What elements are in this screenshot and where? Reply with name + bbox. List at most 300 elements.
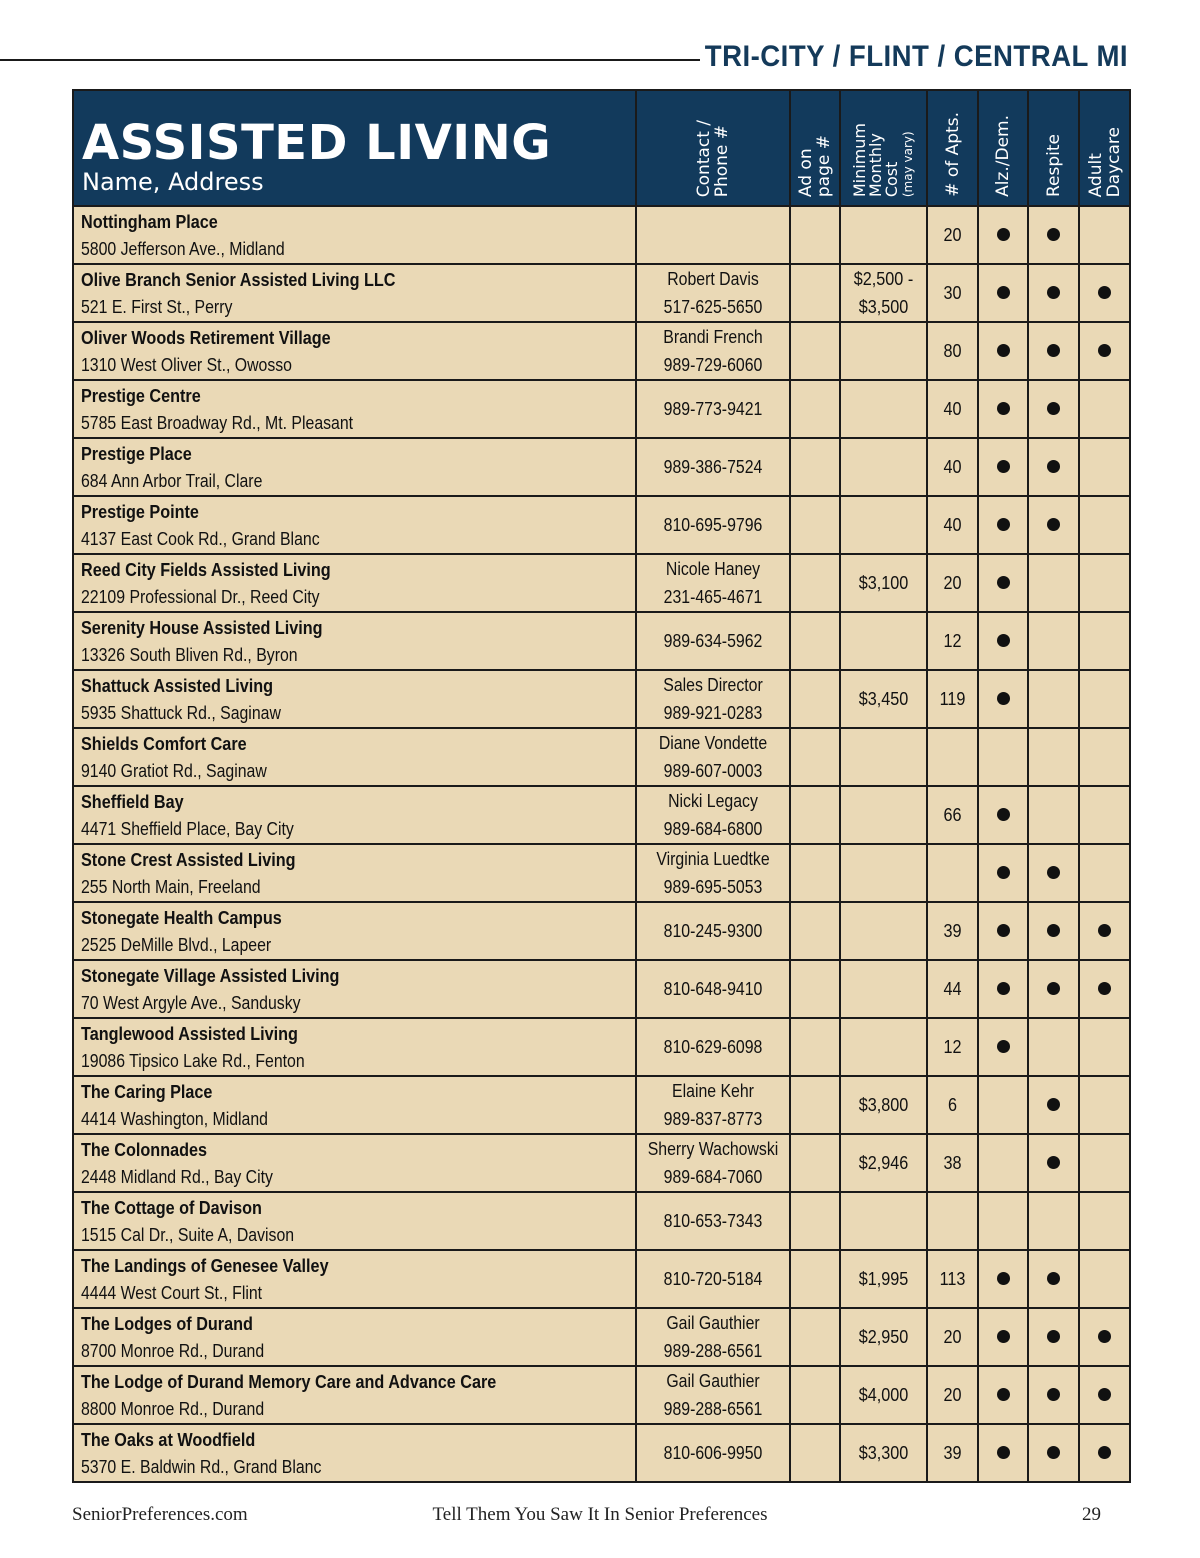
respite-dot: [1047, 228, 1060, 241]
facility-name: Olive Branch Senior Assisted Living LLC: [81, 270, 396, 290]
respite-dot: [1047, 982, 1060, 995]
table-row: [73, 1134, 1130, 1192]
daycare-cell: [1079, 786, 1130, 844]
respite-cell: [1028, 844, 1079, 902]
ad-page-cell: [790, 728, 840, 786]
respite-dot: [1047, 402, 1060, 415]
daycare-cell: [1079, 206, 1130, 264]
facility-name: Nottingham Place: [81, 212, 218, 232]
contact-cell: [636, 438, 790, 496]
alz-dot: [997, 460, 1010, 473]
daycare-cell: [1079, 380, 1130, 438]
ad-page-cell: [790, 264, 840, 322]
cost-cell: [840, 1192, 927, 1250]
contact-name: Robert Davis: [667, 269, 759, 289]
table-row: [73, 1308, 1130, 1366]
alz-cell: [978, 670, 1028, 728]
cost-cell: [840, 496, 927, 554]
alz-cell: [978, 438, 1028, 496]
facility-name: Serenity House Assisted Living: [81, 618, 323, 638]
apts-cell: [927, 496, 978, 554]
contact-name: Gail Gauthier: [666, 1313, 760, 1333]
respite-cell: [1028, 902, 1079, 960]
facility-cell: [73, 670, 636, 728]
daycare-cell: [1079, 960, 1130, 1018]
contact-phone: 989-288-6561: [663, 1341, 763, 1361]
facility-address: 684 Ann Arbor Trail, Clare: [81, 471, 263, 491]
alz-cell: [978, 960, 1028, 1018]
facility-address: 5370 E. Baldwin Rd., Grand Blanc: [81, 1457, 322, 1477]
contact-phone: 989-607-0003: [663, 761, 763, 781]
ad-page-cell: [790, 1250, 840, 1308]
facility-cell: [73, 1192, 636, 1250]
apts-cell: [927, 1308, 978, 1366]
apts-cell: [927, 1018, 978, 1076]
contact-phone: 989-837-8773: [663, 1109, 763, 1129]
facility-name: The Lodge of Durand Memory Care and Advance Care: [81, 1372, 497, 1392]
alz-dot: [997, 286, 1010, 299]
alz-dot: [997, 1330, 1010, 1343]
monthly-cost: $3,300: [858, 1443, 909, 1463]
respite-cell: [1028, 728, 1079, 786]
facility-cell: [73, 1308, 636, 1366]
contact-name: Gail Gauthier: [666, 1371, 760, 1391]
footer-tagline: Tell Them You Saw It In Senior Preferences: [432, 1504, 768, 1525]
respite-cell: [1028, 960, 1079, 1018]
apts-cell: [927, 380, 978, 438]
respite-dot: [1047, 924, 1060, 937]
contact-name: Nicole Haney: [665, 559, 761, 579]
facility-cell: [73, 206, 636, 264]
contact-name: Sherry Wachowski: [647, 1139, 779, 1159]
apts-cell: [927, 786, 978, 844]
ad-page-cell: [790, 1076, 840, 1134]
daycare-dot: [1098, 286, 1111, 299]
facility-cell: [73, 496, 636, 554]
alz-cell: [978, 1424, 1028, 1482]
alz-cell: [978, 1308, 1028, 1366]
apts-cell: [927, 728, 978, 786]
alz-dot: [997, 1446, 1010, 1459]
facility-address: 5935 Shattuck Rd., Saginaw: [81, 703, 281, 723]
facility-cell: [73, 322, 636, 380]
alz-cell: [978, 902, 1028, 960]
facility-name: The Cottage of Davison: [81, 1198, 262, 1218]
contact-cell: [636, 206, 790, 264]
respite-cell: [1028, 1308, 1079, 1366]
cost-cell: [840, 1250, 927, 1308]
facility-name: Shields Comfort Care: [81, 734, 247, 754]
cost-cell: [840, 902, 927, 960]
apartment-count: 20: [943, 1385, 962, 1405]
alz-cell: [978, 380, 1028, 438]
alz-cell: [978, 786, 1028, 844]
facility-address: 4444 West Court St., Flint: [81, 1283, 263, 1303]
monthly-cost: $2,950: [858, 1327, 909, 1347]
contact-phone: 989-386-7524: [663, 457, 763, 477]
facility-cell: [73, 960, 636, 1018]
contact-name: Nicki Legacy: [668, 791, 758, 811]
apts-cell: [927, 438, 978, 496]
daycare-cell: [1079, 1424, 1130, 1482]
facility-address: 13326 South Bliven Rd., Byron: [81, 645, 298, 665]
cost-cell: [840, 1424, 927, 1482]
contact-phone: 989-695-5053: [663, 877, 763, 897]
facility-address: 19086 Tipsico Lake Rd., Fenton: [81, 1051, 305, 1071]
table-row: [73, 554, 1130, 612]
alz-cell: [978, 1018, 1028, 1076]
facility-address: 5800 Jefferson Ave., Midland: [81, 239, 285, 259]
contact-cell: [636, 1424, 790, 1482]
facility-name: Stone Crest Assisted Living: [81, 850, 296, 870]
facility-name: The Lodges of Durand: [81, 1314, 253, 1334]
contact-cell: [636, 264, 790, 322]
apartment-count: 39: [943, 1443, 962, 1463]
facility-address: 5785 East Broadway Rd., Mt. Pleasant: [81, 413, 354, 433]
facility-cell: [73, 728, 636, 786]
facility-cell: [73, 612, 636, 670]
contact-cell: [636, 902, 790, 960]
alz-cell: [978, 1192, 1028, 1250]
facility-name: Oliver Woods Retirement Village: [81, 328, 331, 348]
respite-cell: [1028, 322, 1079, 380]
ad-page-cell: [790, 206, 840, 264]
apartment-count: 12: [943, 631, 962, 651]
alz-cell: [978, 554, 1028, 612]
ad-page-cell: [790, 786, 840, 844]
facility-cell: [73, 554, 636, 612]
alz-dot: [997, 924, 1010, 937]
respite-cell: [1028, 554, 1079, 612]
ad-page-cell: [790, 438, 840, 496]
ad-page-cell: [790, 670, 840, 728]
facility-name: Reed City Fields Assisted Living: [81, 560, 331, 580]
apartment-count: 66: [943, 805, 962, 825]
respite-dot: [1047, 1272, 1060, 1285]
table-header-row: [73, 90, 1130, 206]
daycare-dot: [1098, 1446, 1111, 1459]
header-contact: Contact / Phone #: [636, 90, 790, 206]
alz-cell: [978, 1134, 1028, 1192]
daycare-cell: [1079, 1134, 1130, 1192]
apts-cell: [927, 1192, 978, 1250]
table-row: [73, 322, 1130, 380]
ad-page-cell: [790, 1134, 840, 1192]
contact-name: Elaine Kehr: [672, 1081, 754, 1101]
ad-page-cell: [790, 612, 840, 670]
table-row: [73, 1018, 1130, 1076]
respite-dot: [1047, 518, 1060, 531]
ad-page-cell: [790, 1018, 840, 1076]
alz-cell: [978, 612, 1028, 670]
header-apts: # of Apts.: [927, 90, 978, 206]
facility-address: 255 North Main, Freeland: [81, 877, 261, 897]
alz-cell: [978, 1366, 1028, 1424]
ad-page-cell: [790, 380, 840, 438]
table-row: [73, 206, 1130, 264]
respite-cell: [1028, 1018, 1079, 1076]
daycare-cell: [1079, 496, 1130, 554]
apartment-count: 38: [943, 1153, 962, 1173]
contact-phone: 810-629-6098: [663, 1037, 763, 1057]
table-row: [73, 496, 1130, 554]
apts-cell: [927, 844, 978, 902]
facility-name: Tanglewood Assisted Living: [81, 1024, 298, 1044]
header-alz: Alz./Dem.: [978, 90, 1028, 206]
alz-dot: [997, 344, 1010, 357]
facility-name: Prestige Place: [81, 444, 192, 464]
daycare-cell: [1079, 438, 1130, 496]
apts-cell: [927, 960, 978, 1018]
contact-phone: 810-606-9950: [663, 1443, 763, 1463]
facility-address: 1515 Cal Dr., Suite A, Davison: [81, 1225, 295, 1245]
facility-name: The Oaks at Woodfield: [81, 1430, 256, 1450]
contact-cell: [636, 1192, 790, 1250]
cost-cell: [840, 786, 927, 844]
cost-cell: [840, 612, 927, 670]
contact-cell: [636, 554, 790, 612]
daycare-cell: [1079, 1250, 1130, 1308]
contact-phone: 989-684-6800: [663, 819, 763, 839]
alz-dot: [997, 634, 1010, 647]
assisted-living-table: [72, 89, 1131, 1483]
facility-address: 4137 East Cook Rd., Grand Blanc: [81, 529, 320, 549]
alz-dot: [997, 228, 1010, 241]
header-ad-page: Ad on page #: [790, 90, 840, 206]
respite-cell: [1028, 1134, 1079, 1192]
daycare-cell: [1079, 1018, 1130, 1076]
table-row: [73, 902, 1130, 960]
daycare-dot: [1098, 1330, 1111, 1343]
apartment-count: 30: [943, 283, 962, 303]
daycare-cell: [1079, 1308, 1130, 1366]
respite-dot: [1047, 866, 1060, 879]
daycare-dot: [1098, 1388, 1111, 1401]
alz-cell: [978, 206, 1028, 264]
table-row: [73, 1076, 1130, 1134]
ad-page-cell: [790, 322, 840, 380]
cost-cell: [840, 264, 927, 322]
ad-page-cell: [790, 1192, 840, 1250]
apartment-count: 20: [943, 1327, 962, 1347]
facility-cell: [73, 1134, 636, 1192]
apts-cell: [927, 206, 978, 264]
alz-dot: [997, 518, 1010, 531]
respite-cell: [1028, 1250, 1079, 1308]
daycare-cell: [1079, 844, 1130, 902]
table-row: [73, 438, 1130, 496]
ad-page-cell: [790, 496, 840, 554]
daycare-cell: [1079, 1366, 1130, 1424]
respite-cell: [1028, 612, 1079, 670]
daycare-cell: [1079, 728, 1130, 786]
monthly-cost: $3,800: [858, 1095, 909, 1115]
table-row: [73, 728, 1130, 786]
cost-cell: [840, 670, 927, 728]
apartment-count: 44: [943, 979, 962, 999]
contact-phone: 231-465-4671: [663, 587, 763, 607]
table-row: [73, 264, 1130, 322]
monthly-cost: $3,100: [858, 573, 909, 593]
contact-cell: [636, 1250, 790, 1308]
facility-name: The Caring Place: [81, 1082, 213, 1102]
ad-page-cell: [790, 1366, 840, 1424]
table-body: [73, 206, 1130, 1482]
table-row: [73, 1250, 1130, 1308]
daycare-cell: [1079, 612, 1130, 670]
alz-cell: [978, 264, 1028, 322]
contact-phone: 989-634-5962: [663, 631, 763, 651]
monthly-cost: $2,500 -: [853, 269, 914, 289]
ad-page-cell: [790, 844, 840, 902]
region-title: TRI-CITY / FLINT / CENTRAL MI: [704, 40, 1128, 73]
cost-cell: [840, 206, 927, 264]
table-subtitle: Name, Address: [82, 168, 264, 196]
alz-dot: [997, 808, 1010, 821]
cost-cell: [840, 554, 927, 612]
table-title: ASSISTED LIVING: [82, 115, 552, 171]
contact-phone: 810-695-9796: [663, 515, 763, 535]
table-title-cell: [73, 90, 636, 206]
daycare-cell: [1079, 1076, 1130, 1134]
facility-address: 70 West Argyle Ave., Sandusky: [81, 993, 301, 1013]
facility-cell: [73, 1250, 636, 1308]
page-number: 29: [1082, 1504, 1101, 1525]
facility-address: 521 E. First St., Perry: [81, 297, 233, 317]
daycare-cell: [1079, 1192, 1130, 1250]
alz-dot: [997, 1388, 1010, 1401]
alz-dot: [997, 982, 1010, 995]
ad-page-cell: [790, 1308, 840, 1366]
respite-cell: [1028, 1192, 1079, 1250]
daycare-cell: [1079, 554, 1130, 612]
alz-dot: [997, 692, 1010, 705]
contact-cell: [636, 1366, 790, 1424]
facility-cell: [73, 844, 636, 902]
alz-cell: [978, 728, 1028, 786]
cost-cell: [840, 728, 927, 786]
facility-name: The Landings of Genesee Valley: [81, 1256, 329, 1276]
daycare-cell: [1079, 670, 1130, 728]
contact-phone: 810-648-9410: [663, 979, 763, 999]
header-min-cost: Minimum Monthly Cost (may vary): [840, 90, 927, 206]
contact-cell: [636, 960, 790, 1018]
contact-cell: [636, 786, 790, 844]
table-row: [73, 380, 1130, 438]
table-row: [73, 786, 1130, 844]
monthly-cost-max: $3,500: [858, 297, 909, 317]
daycare-cell: [1079, 902, 1130, 960]
table-row: [73, 1424, 1130, 1482]
respite-dot: [1047, 1330, 1060, 1343]
contact-cell: [636, 1076, 790, 1134]
respite-cell: [1028, 380, 1079, 438]
facility-address: 2525 DeMille Blvd., Lapeer: [81, 935, 272, 955]
monthly-cost: $1,995: [858, 1269, 909, 1289]
contact-phone: 989-288-6561: [663, 1399, 763, 1419]
header-respite: Respite: [1028, 90, 1079, 206]
cost-cell: [840, 380, 927, 438]
apartment-count: 12: [943, 1037, 962, 1057]
respite-cell: [1028, 496, 1079, 554]
contact-phone: 989-921-0283: [663, 703, 763, 723]
cost-cell: [840, 960, 927, 1018]
facility-name: Shattuck Assisted Living: [81, 676, 274, 696]
facility-name: Prestige Centre: [81, 386, 201, 406]
apartment-count: 20: [943, 573, 962, 593]
respite-dot: [1047, 344, 1060, 357]
alz-dot: [997, 1272, 1010, 1285]
table-row: [73, 1192, 1130, 1250]
respite-cell: [1028, 1424, 1079, 1482]
footer-website: SeniorPreferences.com: [72, 1504, 248, 1525]
apartment-count: 20: [943, 225, 962, 245]
apts-cell: [927, 612, 978, 670]
daycare-dot: [1098, 982, 1111, 995]
apts-cell: [927, 1134, 978, 1192]
cost-cell: [840, 1134, 927, 1192]
apartment-count: 80: [943, 341, 962, 361]
respite-cell: [1028, 206, 1079, 264]
cost-cell: [840, 1018, 927, 1076]
cost-cell: [840, 1366, 927, 1424]
table-row: [73, 612, 1130, 670]
contact-phone: 810-720-5184: [663, 1269, 763, 1289]
facility-address: 22109 Professional Dr., Reed City: [81, 587, 320, 607]
apts-cell: [927, 322, 978, 380]
respite-dot: [1047, 286, 1060, 299]
apartment-count: 40: [943, 515, 962, 535]
contact-cell: [636, 496, 790, 554]
cost-cell: [840, 1076, 927, 1134]
monthly-cost: $2,946: [858, 1153, 909, 1173]
alz-cell: [978, 1076, 1028, 1134]
facility-address: 4414 Washington, Midland: [81, 1109, 268, 1129]
contact-cell: [636, 612, 790, 670]
facility-cell: [73, 1076, 636, 1134]
alz-dot: [997, 402, 1010, 415]
contact-name: Virginia Luedtke: [656, 849, 770, 869]
facility-name: Sheffield Bay: [81, 792, 184, 812]
facility-cell: [73, 1018, 636, 1076]
respite-cell: [1028, 438, 1079, 496]
daycare-cell: [1079, 264, 1130, 322]
header-daycare: Adult Daycare: [1079, 90, 1130, 206]
top-rule: [0, 59, 700, 61]
alz-cell: [978, 1250, 1028, 1308]
respite-dot: [1047, 1098, 1060, 1111]
alz-dot: [997, 576, 1010, 589]
facility-address: 2448 Midland Rd., Bay City: [81, 1167, 273, 1187]
cost-cell: [840, 1308, 927, 1366]
alz-cell: [978, 322, 1028, 380]
apts-cell: [927, 554, 978, 612]
contact-cell: [636, 1018, 790, 1076]
respite-cell: [1028, 1076, 1079, 1134]
respite-cell: [1028, 670, 1079, 728]
contact-name: Sales Director: [663, 675, 763, 695]
monthly-cost: $4,000: [858, 1385, 909, 1405]
contact-cell: [636, 728, 790, 786]
contact-cell: [636, 1308, 790, 1366]
contact-cell: [636, 380, 790, 438]
facility-name: Stonegate Health Campus: [81, 908, 282, 928]
ad-page-cell: [790, 960, 840, 1018]
alz-cell: [978, 844, 1028, 902]
facility-cell: [73, 786, 636, 844]
respite-cell: [1028, 786, 1079, 844]
daycare-dot: [1098, 344, 1111, 357]
